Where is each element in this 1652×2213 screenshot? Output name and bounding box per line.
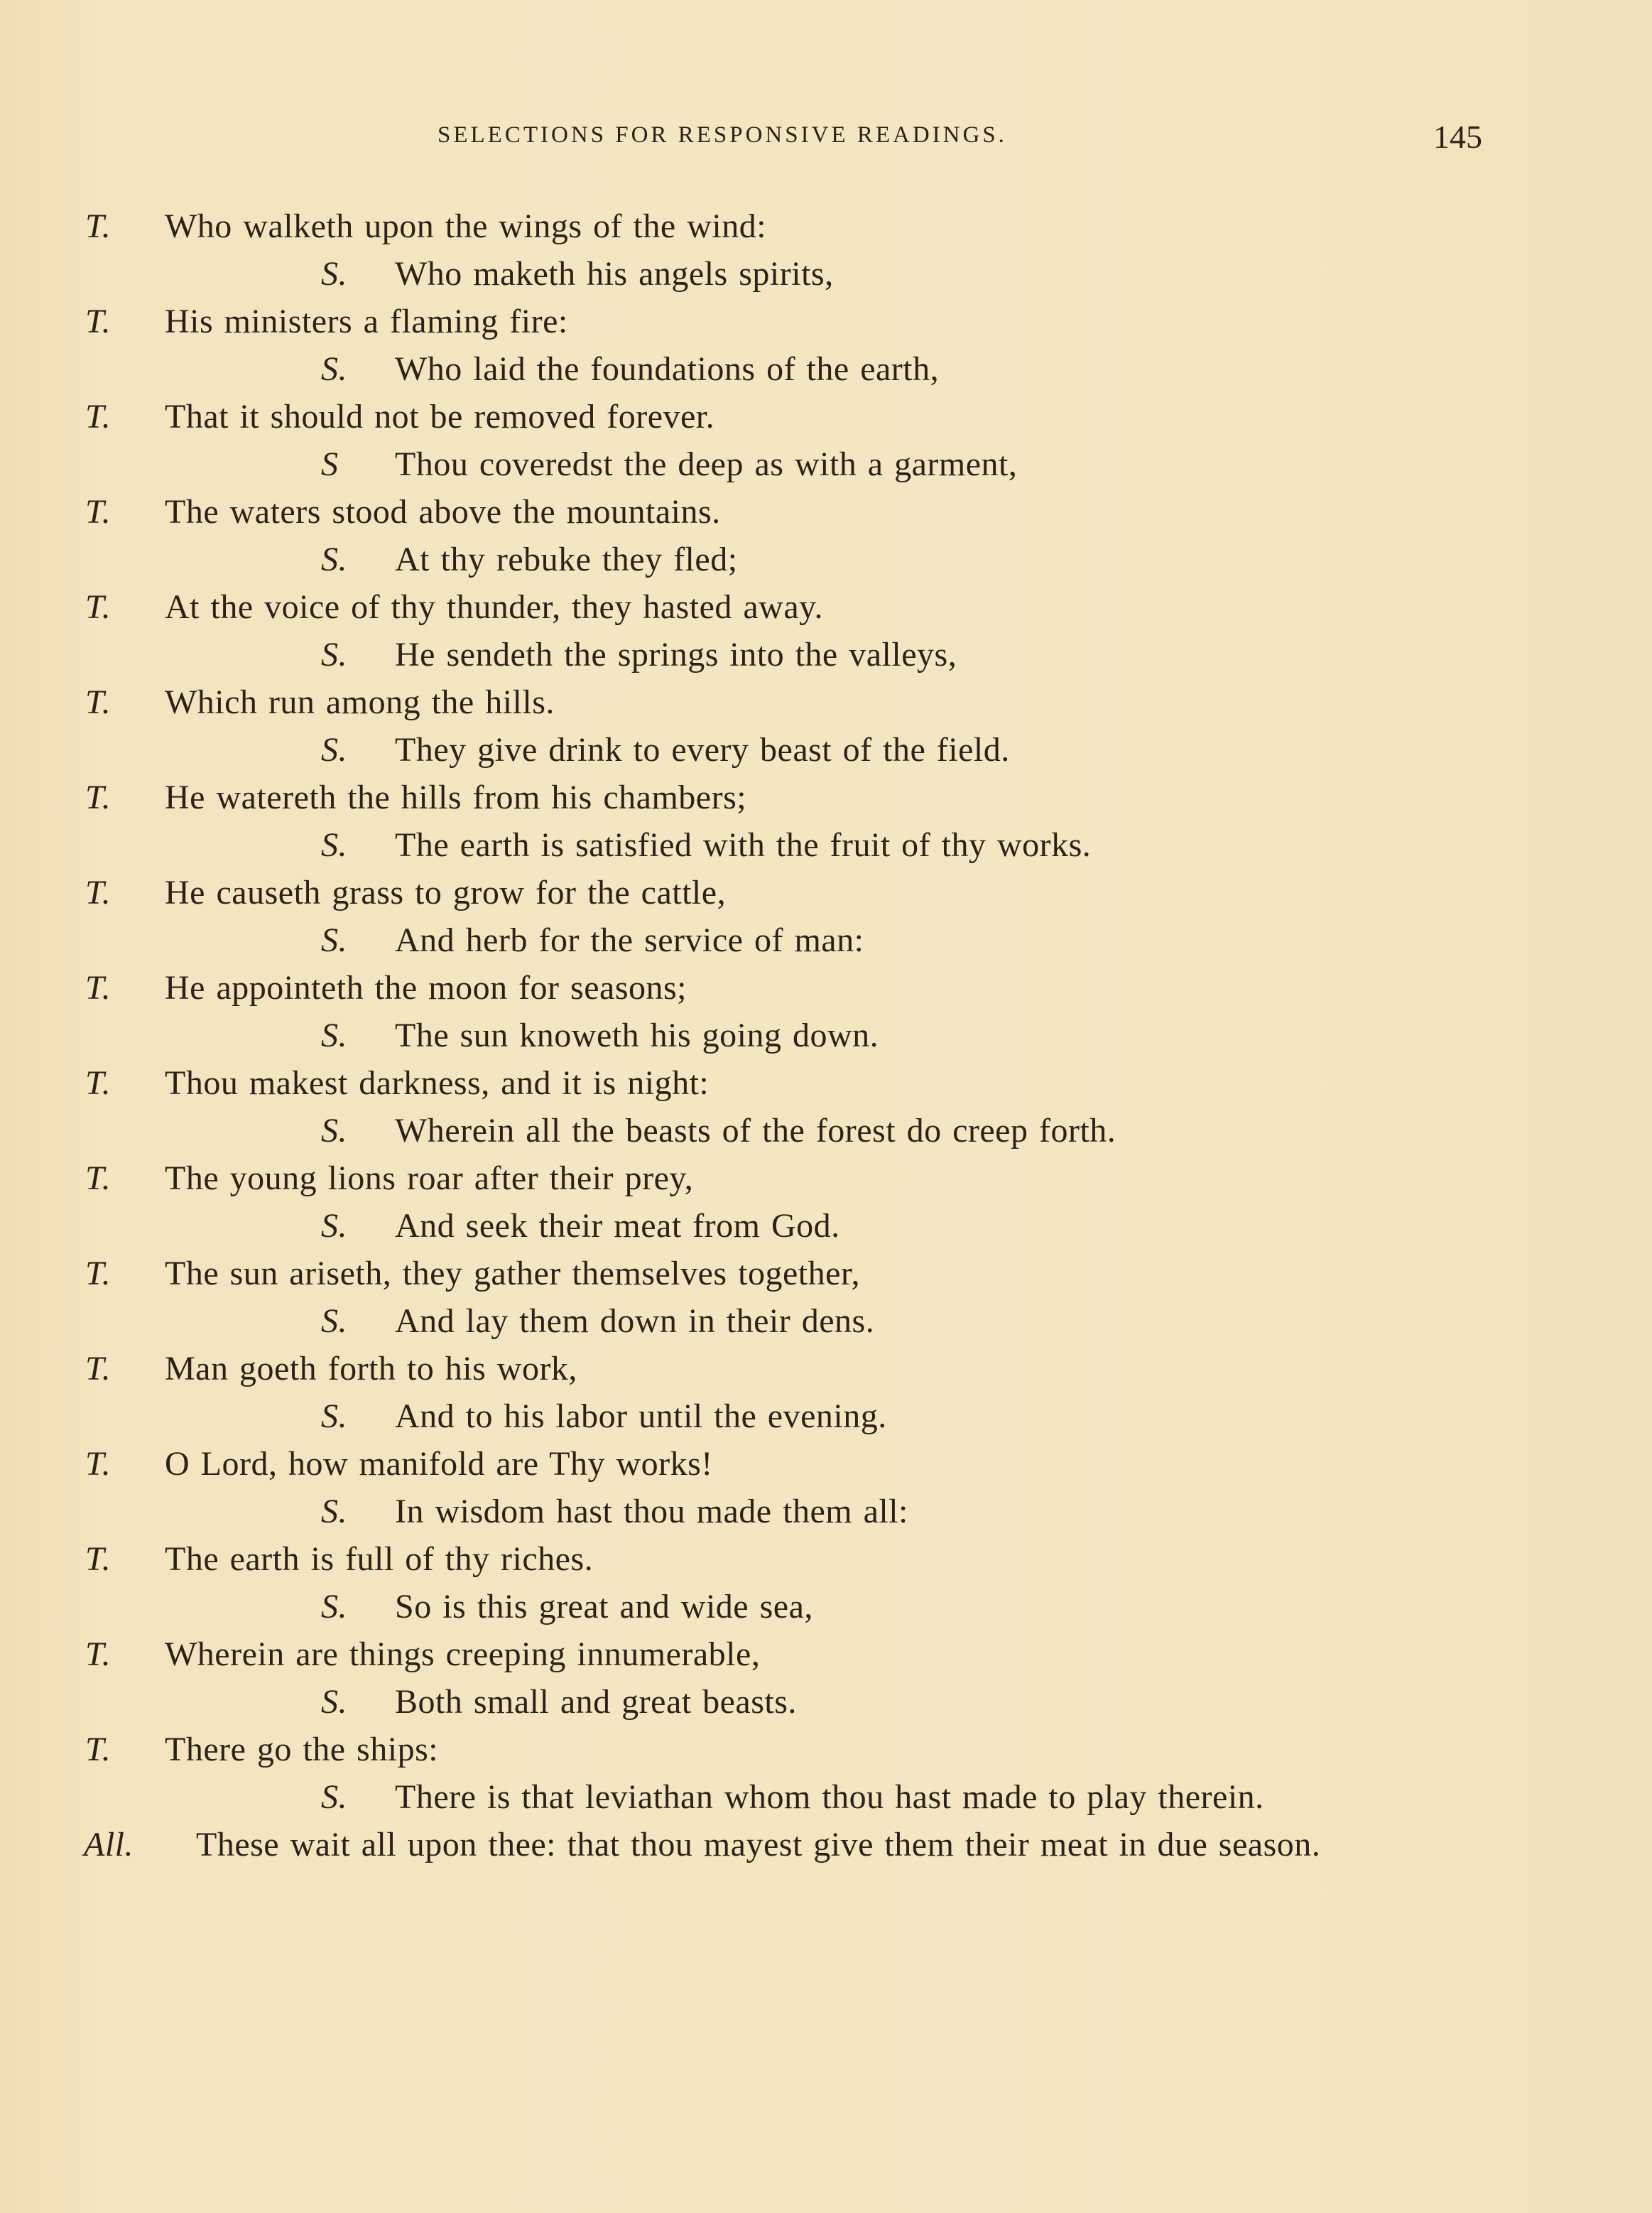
speaker-label: T. — [85, 1445, 112, 1483]
reading-line — [0, 1345, 1652, 1392]
line-text: He causeth grass to grow for the cattle, — [165, 874, 727, 911]
running-head: SELECTIONS FOR RESPONSIVE READINGS. — [438, 122, 1007, 148]
line-text: There is that leviathan whom thou hast made to play therein. — [395, 1778, 1264, 1816]
speaker-label: S. — [321, 1588, 347, 1625]
line-text: Who maketh his angels spirits, — [395, 255, 834, 293]
speaker-label: T. — [85, 1255, 112, 1292]
speaker-label: T. — [85, 207, 112, 245]
speaker-label: T. — [85, 683, 112, 721]
reading-line — [0, 1821, 1652, 1868]
responsive-reading — [0, 202, 1652, 1868]
reading-line — [0, 678, 1652, 726]
speaker-label: T. — [85, 588, 112, 626]
reading-line — [0, 1678, 1652, 1726]
line-text: These wait all upon thee: that thou mayest give them their meat in due season. — [196, 1826, 1321, 1863]
speaker-label: S. — [321, 1683, 347, 1721]
line-text: In wisdom hast thou made them all: — [395, 1493, 908, 1530]
reading-line — [0, 1392, 1652, 1440]
speaker-label: T. — [85, 1064, 112, 1102]
speaker-label: T. — [85, 779, 112, 816]
speaker-label: S. — [321, 731, 347, 769]
line-text: At thy rebuke they fled; — [395, 541, 738, 578]
speaker-label: S. — [321, 1302, 347, 1340]
speaker-label: T. — [85, 303, 112, 340]
speaker-label: T. — [85, 1350, 112, 1387]
line-text: At the voice of thy thunder, they hasted away. — [165, 588, 824, 626]
reading-line — [0, 536, 1652, 583]
speaker-label: S. — [321, 1493, 347, 1530]
line-text: And herb for the service of man: — [395, 921, 864, 959]
line-text: Which run among the hills. — [165, 683, 555, 721]
reading-line — [0, 631, 1652, 678]
line-text: The sun knoweth his going down. — [395, 1017, 879, 1054]
line-text: And seek their meat from God. — [395, 1207, 840, 1245]
line-text: The earth is full of thy riches. — [165, 1540, 594, 1578]
line-text: There go the ships: — [165, 1731, 439, 1768]
line-text: Both small and great beasts. — [395, 1683, 797, 1721]
speaker-label: T. — [85, 1635, 112, 1673]
reading-line — [0, 1726, 1652, 1773]
line-text: The young lions roar after their prey, — [165, 1159, 694, 1197]
line-text: So is this great and wide sea, — [395, 1588, 813, 1625]
line-text: Wherein all the beasts of the forest do creep forth. — [395, 1112, 1116, 1149]
line-text: He appointeth the moon for seasons; — [165, 969, 688, 1007]
reading-line — [0, 1630, 1652, 1678]
speaker-label: T. — [85, 1159, 112, 1197]
reading-line — [0, 1107, 1652, 1154]
reading-line — [0, 250, 1652, 298]
reading-line — [0, 440, 1652, 488]
reading-line — [0, 821, 1652, 869]
reading-line — [0, 298, 1652, 345]
line-text: And lay them down in their dens. — [395, 1302, 875, 1340]
speaker-label: S. — [321, 255, 347, 293]
reading-line — [0, 869, 1652, 916]
speaker-label: T. — [85, 1731, 112, 1768]
reading-line — [0, 1154, 1652, 1202]
reading-line — [0, 1583, 1652, 1630]
line-text: They give drink to every beast of the field. — [395, 731, 1010, 769]
line-text: Man goeth forth to his work, — [165, 1350, 577, 1387]
line-text: He sendeth the springs into the valleys, — [395, 636, 957, 673]
reading-line — [0, 202, 1652, 250]
reading-line — [0, 345, 1652, 393]
reading-line — [0, 1012, 1652, 1059]
speaker-label: S. — [321, 541, 347, 578]
reading-line — [0, 774, 1652, 821]
speaker-label: S. — [321, 921, 347, 959]
page-number: 145 — [1433, 119, 1482, 155]
reading-line — [0, 583, 1652, 631]
line-text: That it should not be removed forever. — [165, 398, 715, 435]
speaker-label: S. — [321, 1207, 347, 1245]
reading-line — [0, 1440, 1652, 1488]
line-text: The sun ariseth, they gather themselves together, — [165, 1255, 860, 1292]
speaker-label: T. — [85, 1540, 112, 1578]
reading-line — [0, 1773, 1652, 1821]
speaker-label: S. — [321, 1778, 347, 1816]
reading-line — [0, 1059, 1652, 1107]
speaker-label: T. — [85, 493, 112, 531]
reading-line — [0, 393, 1652, 440]
speaker-label: S. — [321, 1112, 347, 1149]
line-text: His ministers a flaming fire: — [165, 303, 568, 340]
reading-line — [0, 964, 1652, 1012]
speaker-label: All. — [84, 1826, 134, 1863]
speaker-label: S. — [321, 636, 347, 673]
line-text: O Lord, how manifold are Thy works! — [165, 1445, 713, 1483]
line-text: The waters stood above the mountains. — [165, 493, 721, 531]
speaker-label: T. — [85, 398, 112, 435]
speaker-label: S. — [321, 350, 347, 388]
line-text: The earth is satisfied with the fruit of thy works. — [395, 826, 1092, 864]
reading-line — [0, 1202, 1652, 1250]
reading-line — [0, 1535, 1652, 1583]
reading-line — [0, 488, 1652, 536]
reading-line — [0, 1297, 1652, 1345]
reading-line — [0, 726, 1652, 774]
line-text: Thou coveredst the deep as with a garment, — [395, 445, 1018, 483]
line-text: Wherein are things creeping innumerable, — [165, 1635, 761, 1673]
line-text: He watereth the hills from his chambers; — [165, 779, 747, 816]
line-text: Who walketh upon the wings of the wind: — [165, 207, 767, 245]
speaker-label: T. — [85, 969, 112, 1007]
speaker-label: S. — [321, 1017, 347, 1054]
speaker-label: S. — [321, 1397, 347, 1435]
speaker-label: S. — [321, 826, 347, 864]
reading-line — [0, 1250, 1652, 1297]
speaker-label: S — [321, 445, 339, 483]
line-text: Who laid the foundations of the earth, — [395, 350, 940, 388]
speaker-label: T. — [85, 874, 112, 911]
reading-line — [0, 1488, 1652, 1535]
reading-line — [0, 916, 1652, 964]
line-text: Thou makest darkness, and it is night: — [165, 1064, 710, 1102]
line-text: And to his labor until the evening. — [395, 1397, 887, 1435]
